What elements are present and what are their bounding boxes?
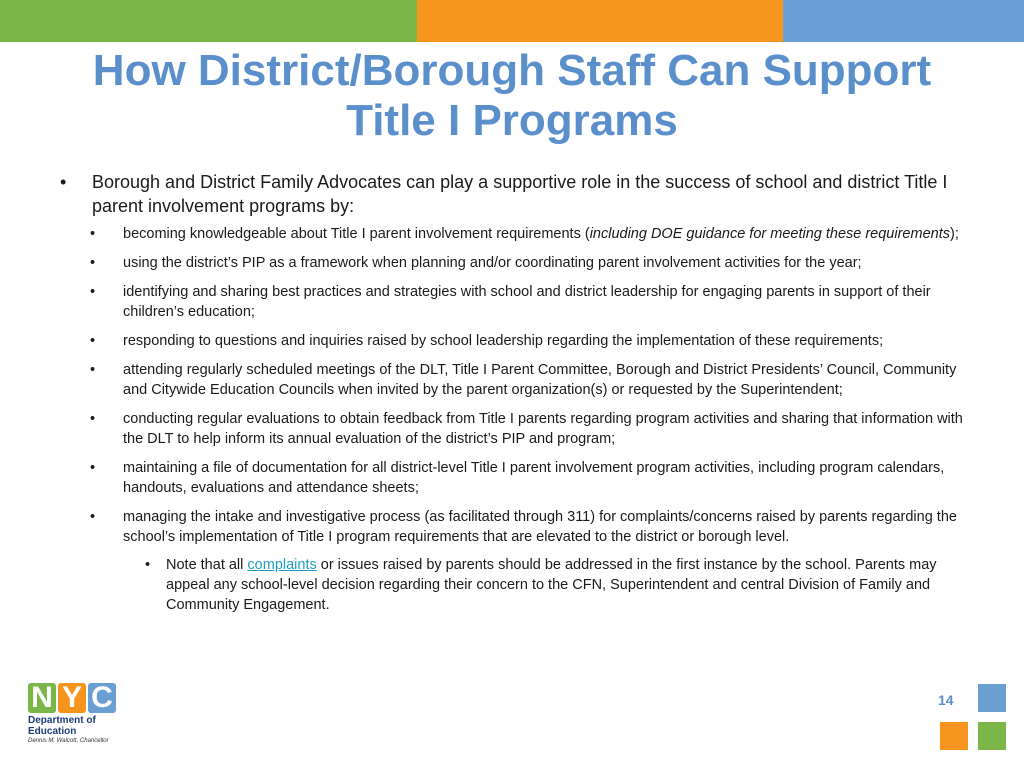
sub-bullet-item: [60, 409, 965, 449]
complaints-link[interactable]: complaints: [247, 557, 317, 573]
bullet-marker: •: [90, 509, 96, 525]
sub-bullet-item: [60, 224, 965, 244]
top-bar-blue-segment: [783, 0, 1024, 42]
bullet-marker: •: [90, 333, 96, 349]
slide-title-line2: Title I Programs: [346, 96, 678, 145]
sub-bullet-text: using the district’s PIP as a framework when planning and/or coordinating parent involvement activities for the year;: [123, 255, 862, 271]
sub-bullet-item: [60, 458, 965, 498]
sub-bullet-item: [60, 253, 965, 273]
nyc-logo-letters: [28, 683, 138, 713]
sub-bullet-emphasis: including DOE guidance for meeting these requirements: [589, 226, 950, 242]
corner-square-blue: [978, 684, 1006, 712]
slide-body: [60, 170, 965, 615]
main-bullet-item: [60, 170, 965, 218]
nyc-logo-letter-y: Y: [58, 683, 86, 713]
note-text-post: or issues raised by parents should be addressed in the first instance by the school. Parents may appeal any school-level decision regarding their concern to the CFN, Superintendent and central Division of Family and Community Engagement.: [166, 557, 937, 613]
bullet-marker: •: [145, 557, 151, 573]
sub-bullet-text-post: );: [949, 226, 959, 242]
bullet-marker: •: [90, 284, 96, 300]
top-color-bar: [0, 0, 1024, 42]
sub-bullet-item: [60, 282, 965, 322]
logo-department-line1: Department of: [28, 715, 96, 726]
bullet-marker: •: [60, 172, 67, 192]
logo-department-name: [28, 715, 138, 737]
nyc-logo-letter-c: C: [88, 683, 116, 713]
corner-square-orange: [940, 722, 968, 750]
top-bar-green-segment: [0, 0, 417, 42]
bullet-marker: •: [90, 411, 96, 427]
bullet-marker: •: [90, 362, 96, 378]
note-text-pre: Note that all: [166, 557, 248, 573]
page-number: 14: [938, 692, 954, 708]
sub-bullet-text: attending regularly scheduled meetings of the DLT, Title I Parent Committee, Borough and District Presidents’ Council, Community and Citywide Education Councils when invited by the parent organization(s) or requested by the Superintendent;: [123, 362, 957, 398]
logo-chancellor-name: Dennis M. Walcott, Chancellor: [28, 738, 109, 744]
nyc-doe-logo: [28, 683, 138, 753]
corner-square-green: [978, 722, 1006, 750]
sub-bullet-text: maintaining a file of documentation for all district-level Title I parent involvement program activities, including program calendars, handouts, evaluations and attendance sheets;: [123, 460, 945, 496]
sub-bullet-item: [60, 360, 965, 400]
slide-title: [40, 46, 984, 146]
note-bullet-item: [60, 555, 965, 615]
bullet-marker: •: [90, 255, 96, 271]
nyc-logo-letter-n: N: [28, 683, 56, 713]
slide-title-line1: How District/Borough Staff Can Support: [92, 46, 932, 95]
bullet-marker: •: [90, 460, 96, 476]
sub-bullet-item: [60, 331, 965, 351]
sub-bullet-item: [60, 507, 965, 547]
logo-department-line2: Education: [28, 726, 77, 737]
bullet-marker: •: [90, 226, 96, 242]
sub-bullet-text: managing the intake and investigative process (as facilitated through 311) for complaints/concerns raised by parents regarding the school’s implementation of Title I program requirements that are elevated to the district or borough level.: [123, 509, 957, 545]
top-bar-orange-segment: [417, 0, 783, 42]
sub-bullet-text: identifying and sharing best practices and strategies with school and district leadership for engaging parents in support of their children’s education;: [123, 284, 931, 320]
sub-bullet-text: conducting regular evaluations to obtain feedback from Title I parents regarding program activities and sharing that information with the DLT to help inform its annual evaluation of the district’s PIP and program;: [123, 411, 963, 447]
sub-bullet-text-pre: becoming knowledgeable about Title I parent involvement requirements (: [123, 226, 590, 242]
main-bullet-text: Borough and District Family Advocates can play a supportive role in the success of school and district Title I parent involvement programs by:: [92, 172, 948, 216]
sub-bullet-text: responding to questions and inquiries raised by school leadership regarding the implementation of these requirements;: [123, 333, 884, 349]
